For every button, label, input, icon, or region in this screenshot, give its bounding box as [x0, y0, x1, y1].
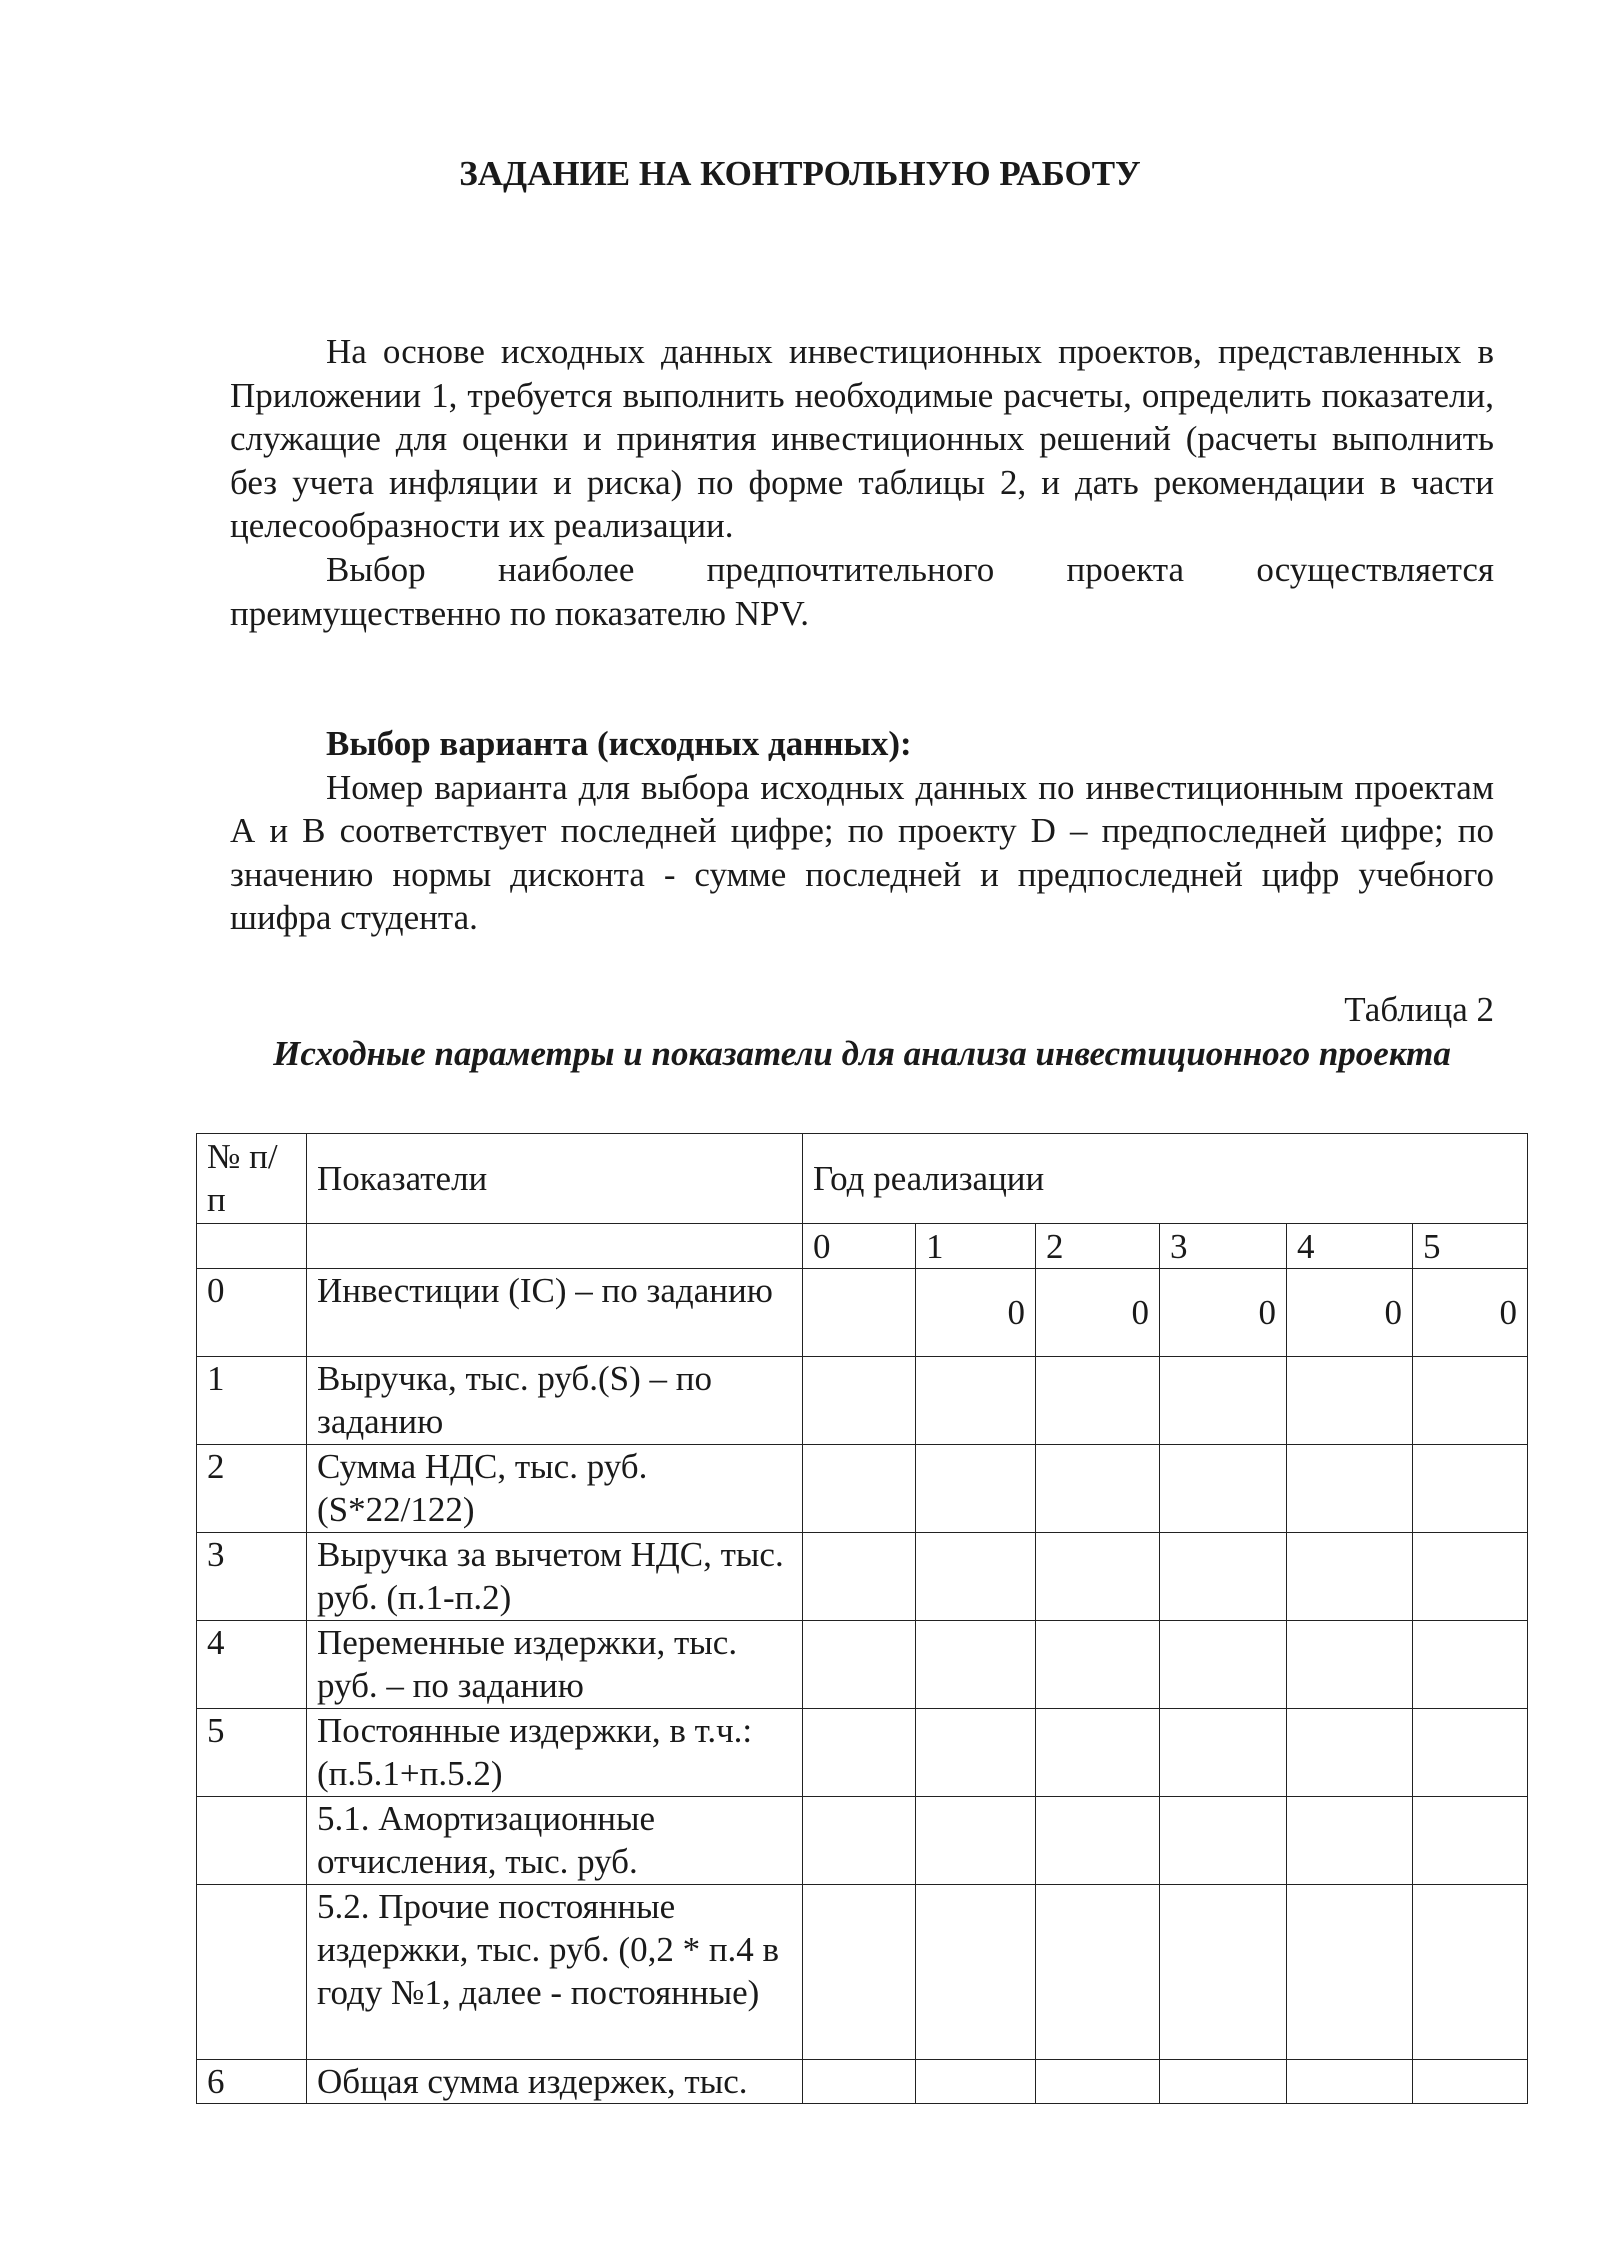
- intro-section: [230, 330, 1494, 635]
- value-cell: [1287, 1533, 1413, 1621]
- value-cell: [916, 1797, 1036, 1885]
- value-cell: [916, 1357, 1036, 1445]
- value-cell: [1160, 1533, 1287, 1621]
- value-cell: [916, 1445, 1036, 1533]
- value-cell: [1287, 2060, 1413, 2104]
- value-cell: [1413, 1797, 1528, 1885]
- table-header-row: [197, 1134, 1528, 1224]
- row-label: Постоянные издержки, в т.ч.: (п.5.1+п.5.2): [307, 1709, 803, 1797]
- value-cell: [803, 1709, 916, 1797]
- value-cell: 0: [1287, 1269, 1413, 1357]
- row-num: 3: [197, 1533, 307, 1621]
- table-row: [197, 1357, 1528, 1445]
- value-cell: [1413, 1885, 1528, 2060]
- row-label: Сумма НДС, тыс. руб. (S*22/122): [307, 1445, 803, 1533]
- value-cell: [1287, 1357, 1413, 1445]
- value-cell: 0: [1160, 1269, 1287, 1357]
- value-cell: [803, 1533, 916, 1621]
- value-cell: [1160, 1357, 1287, 1445]
- value-cell: [1413, 1533, 1528, 1621]
- value-cell: [1287, 1885, 1413, 2060]
- value-cell: [1160, 1621, 1287, 1709]
- value-cell: [1036, 1885, 1160, 2060]
- row-num: 2: [197, 1445, 307, 1533]
- table-row: [197, 1445, 1528, 1533]
- value-cell: [803, 1445, 916, 1533]
- table-row: [197, 1269, 1528, 1357]
- value-cell: [1160, 2060, 1287, 2104]
- value-cell: [1287, 1797, 1413, 1885]
- row-num: [197, 1885, 307, 2060]
- value-cell: [1036, 1709, 1160, 1797]
- row-label: 5.2. Прочие постоянные издержки, тыс. руб. (0,2 * п.4 в году №1, далее - постоянные): [307, 1885, 803, 2060]
- variant-choice-heading: Выбор варианта (исходных данных):: [326, 724, 912, 763]
- intro-paragraph-2: Выбор наиболее предпочтительного проекта осуществляется преимущественно по показателю NPV.: [230, 549, 1494, 633]
- row-num: 0: [197, 1269, 307, 1357]
- value-cell: [916, 1885, 1036, 2060]
- value-cell: 0: [1413, 1269, 1528, 1357]
- table-row: [197, 1885, 1528, 2060]
- year-cell: 0: [803, 1224, 916, 1269]
- table-row: [197, 1709, 1528, 1797]
- row-label: 5.1. Амортизационные отчисления, тыс. руб.: [307, 1797, 803, 1885]
- table-caption: Исходные параметры и показатели для анализа инвестиционного проекта: [273, 1034, 1451, 1073]
- table-row: [197, 2060, 1528, 2104]
- year-cell: 3: [1160, 1224, 1287, 1269]
- value-cell: [1287, 1709, 1413, 1797]
- value-cell: [1036, 1533, 1160, 1621]
- value-cell: [1413, 1445, 1528, 1533]
- value-cell: [1160, 1885, 1287, 2060]
- row-label: Инвестиции (IC) – по заданию: [307, 1269, 803, 1357]
- value-cell: [803, 1797, 916, 1885]
- value-cell: [1160, 1709, 1287, 1797]
- value-cell: [803, 1885, 916, 2060]
- value-cell: [916, 1709, 1036, 1797]
- value-cell: [1413, 1621, 1528, 1709]
- row-num: 1: [197, 1357, 307, 1445]
- value-cell: [1036, 2060, 1160, 2104]
- value-cell: 0: [1036, 1269, 1160, 1357]
- value-cell: [1036, 1357, 1160, 1445]
- value-cell: [1413, 2060, 1528, 2104]
- value-cell: [1287, 1621, 1413, 1709]
- value-cell: [1160, 1445, 1287, 1533]
- row-num: 5: [197, 1709, 307, 1797]
- header-indicators: Показатели: [307, 1134, 803, 1224]
- page-title: ЗАДАНИЕ НА КОНТРОЛЬНУЮ РАБОТУ: [459, 154, 1141, 193]
- table-row: [197, 1533, 1528, 1621]
- variant-choice-section: [230, 722, 1494, 940]
- table-row: [197, 1797, 1528, 1885]
- value-cell: [803, 1269, 916, 1357]
- value-cell: [1287, 1445, 1413, 1533]
- row-num: 4: [197, 1621, 307, 1709]
- table-label: Таблица 2: [1344, 990, 1494, 1029]
- value-cell: [803, 2060, 916, 2104]
- row-label: Общая сумма издержек, тыс.: [307, 2060, 803, 2104]
- value-cell: [1036, 1797, 1160, 1885]
- value-cell: 0: [916, 1269, 1036, 1357]
- years-row-blank-label: [307, 1224, 803, 1269]
- value-cell: [1160, 1797, 1287, 1885]
- table-row: [197, 1621, 1528, 1709]
- intro-paragraph-1: На основе исходных данных инвестиционных проектов, представленных в Приложении 1, требуется выполнить необходимые расчеты, определить показатели, служащие для оценки и принятия инвестиционных решений (расчеты выполнить без учета инфляции и риска) по форме таблицы 2, и дать рекомендации в части целесообразности их реализации.: [230, 332, 1494, 546]
- year-cell: 4: [1287, 1224, 1413, 1269]
- value-cell: [803, 1621, 916, 1709]
- value-cell: [803, 1357, 916, 1445]
- indicators-table: [196, 1133, 1528, 2104]
- row-label: Выручка, тыс. руб.(S) – по заданию: [307, 1357, 803, 1445]
- value-cell: [1036, 1621, 1160, 1709]
- variant-choice-paragraph: Номер варианта для выбора исходных данных по инвестиционным проектам А и В соответствует последней цифре; по проекту D – предпоследней цифре; по значению нормы дисконта - сумме последней и предпоследней цифр учебного шифра студента.: [230, 767, 1494, 938]
- header-years-title: Год реализации: [803, 1134, 1528, 1224]
- value-cell: [1036, 1445, 1160, 1533]
- value-cell: [1413, 1709, 1528, 1797]
- row-num: 6: [197, 2060, 307, 2104]
- value-cell: [916, 1533, 1036, 1621]
- year-cell: 5: [1413, 1224, 1528, 1269]
- value-cell: [916, 2060, 1036, 2104]
- row-num: [197, 1797, 307, 1885]
- value-cell: [1413, 1357, 1528, 1445]
- value-cell: [916, 1621, 1036, 1709]
- years-row-blank-num: [197, 1224, 307, 1269]
- row-label: Выручка за вычетом НДС, тыс. руб. (п.1-п.2): [307, 1533, 803, 1621]
- header-num: № п/п: [197, 1134, 307, 1224]
- row-label: Переменные издержки, тыс. руб. – по заданию: [307, 1621, 803, 1709]
- year-cell: 2: [1036, 1224, 1160, 1269]
- table-years-row: [197, 1224, 1528, 1269]
- year-cell: 1: [916, 1224, 1036, 1269]
